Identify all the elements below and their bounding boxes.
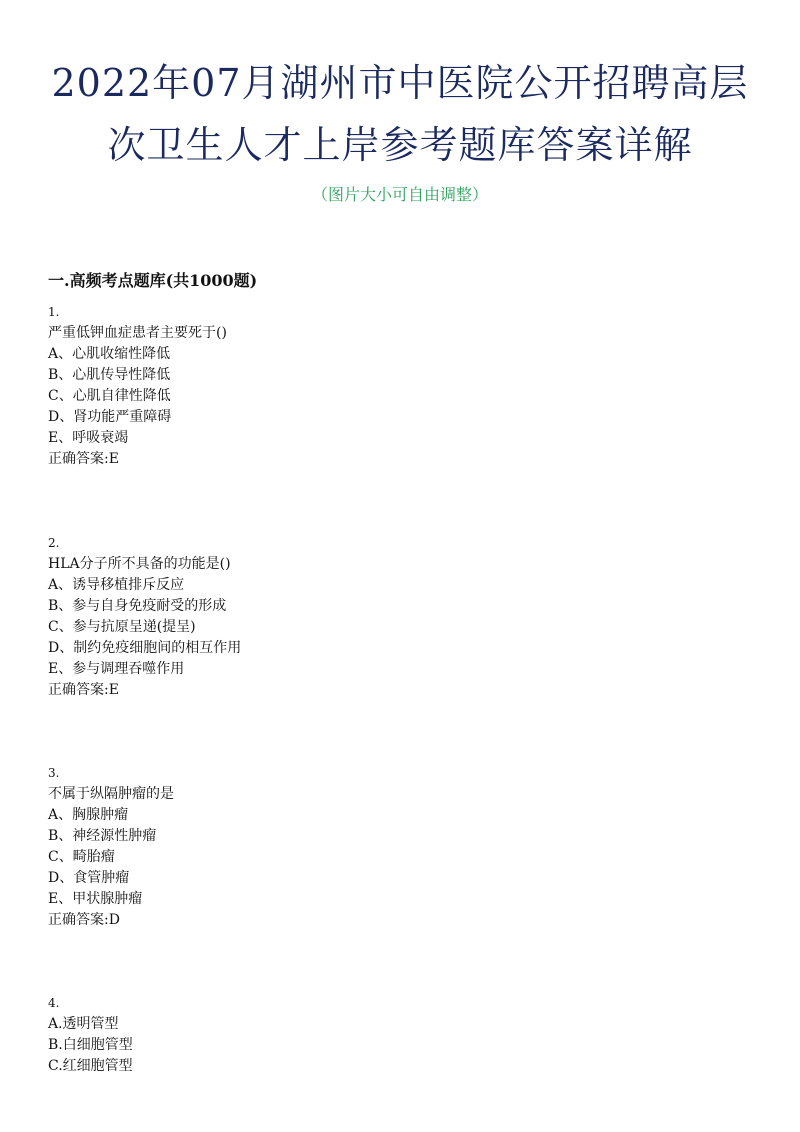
option-b: B.白细胞管型 [48, 1037, 133, 1053]
option-e: E、参与调理吞噬作用 [48, 661, 185, 677]
image-size-note: （图片大小可自由调整） [311, 185, 488, 204]
option-c: C.红细胞管型 [48, 1058, 133, 1074]
correct-answer: 正确答案:E [48, 451, 119, 467]
option-c: C、畸胎瘤 [48, 849, 115, 865]
option-d: D、制约免疫细胞间的相互作用 [48, 640, 242, 656]
option-b: B、参与自身免疫耐受的形成 [48, 598, 227, 614]
document-title-line-1: 2022年07月湖州市中医院公开招聘高层 [51, 61, 749, 105]
option-b: B、心肌传导性降低 [48, 367, 171, 383]
question-2 [48, 533, 241, 701]
question-stem: 严重低钾血症患者主要死于() [48, 325, 227, 341]
question-3 [48, 763, 174, 931]
question-4 [48, 993, 133, 1077]
question-stem: 不属于纵隔肿瘤的是 [48, 786, 174, 802]
option-c: C、参与抗原呈递(提呈) [48, 619, 196, 635]
option-e: E、呼吸衰竭 [48, 430, 129, 446]
option-b: B、神经源性肿瘤 [48, 828, 157, 844]
option-a: A、诱导移植排斥反应 [48, 577, 185, 593]
option-a: A、心肌收缩性降低 [48, 346, 171, 362]
question-stem: HLA分子所不具备的功能是() [48, 556, 231, 572]
question-number: 3. [48, 766, 60, 780]
question-1 [48, 302, 227, 470]
option-a: A.透明管型 [48, 1016, 119, 1032]
section-heading: 一.高频考点题库(共1000题) [48, 271, 258, 290]
option-e: E、甲状腺肿瘤 [48, 891, 143, 907]
option-c: C、心肌自律性降低 [48, 388, 171, 404]
option-d: D、食管肿瘤 [48, 870, 130, 886]
option-a: A、胸腺肿瘤 [48, 807, 129, 823]
question-number: 1. [48, 305, 60, 319]
question-number: 2. [48, 536, 60, 550]
document-title-line-2: 次卫生人才上岸参考题库答案详解 [107, 123, 693, 167]
option-d: D、肾功能严重障碍 [48, 409, 172, 425]
question-number: 4. [48, 996, 60, 1010]
correct-answer: 正确答案:D [48, 912, 120, 928]
correct-answer: 正确答案:E [48, 682, 119, 698]
